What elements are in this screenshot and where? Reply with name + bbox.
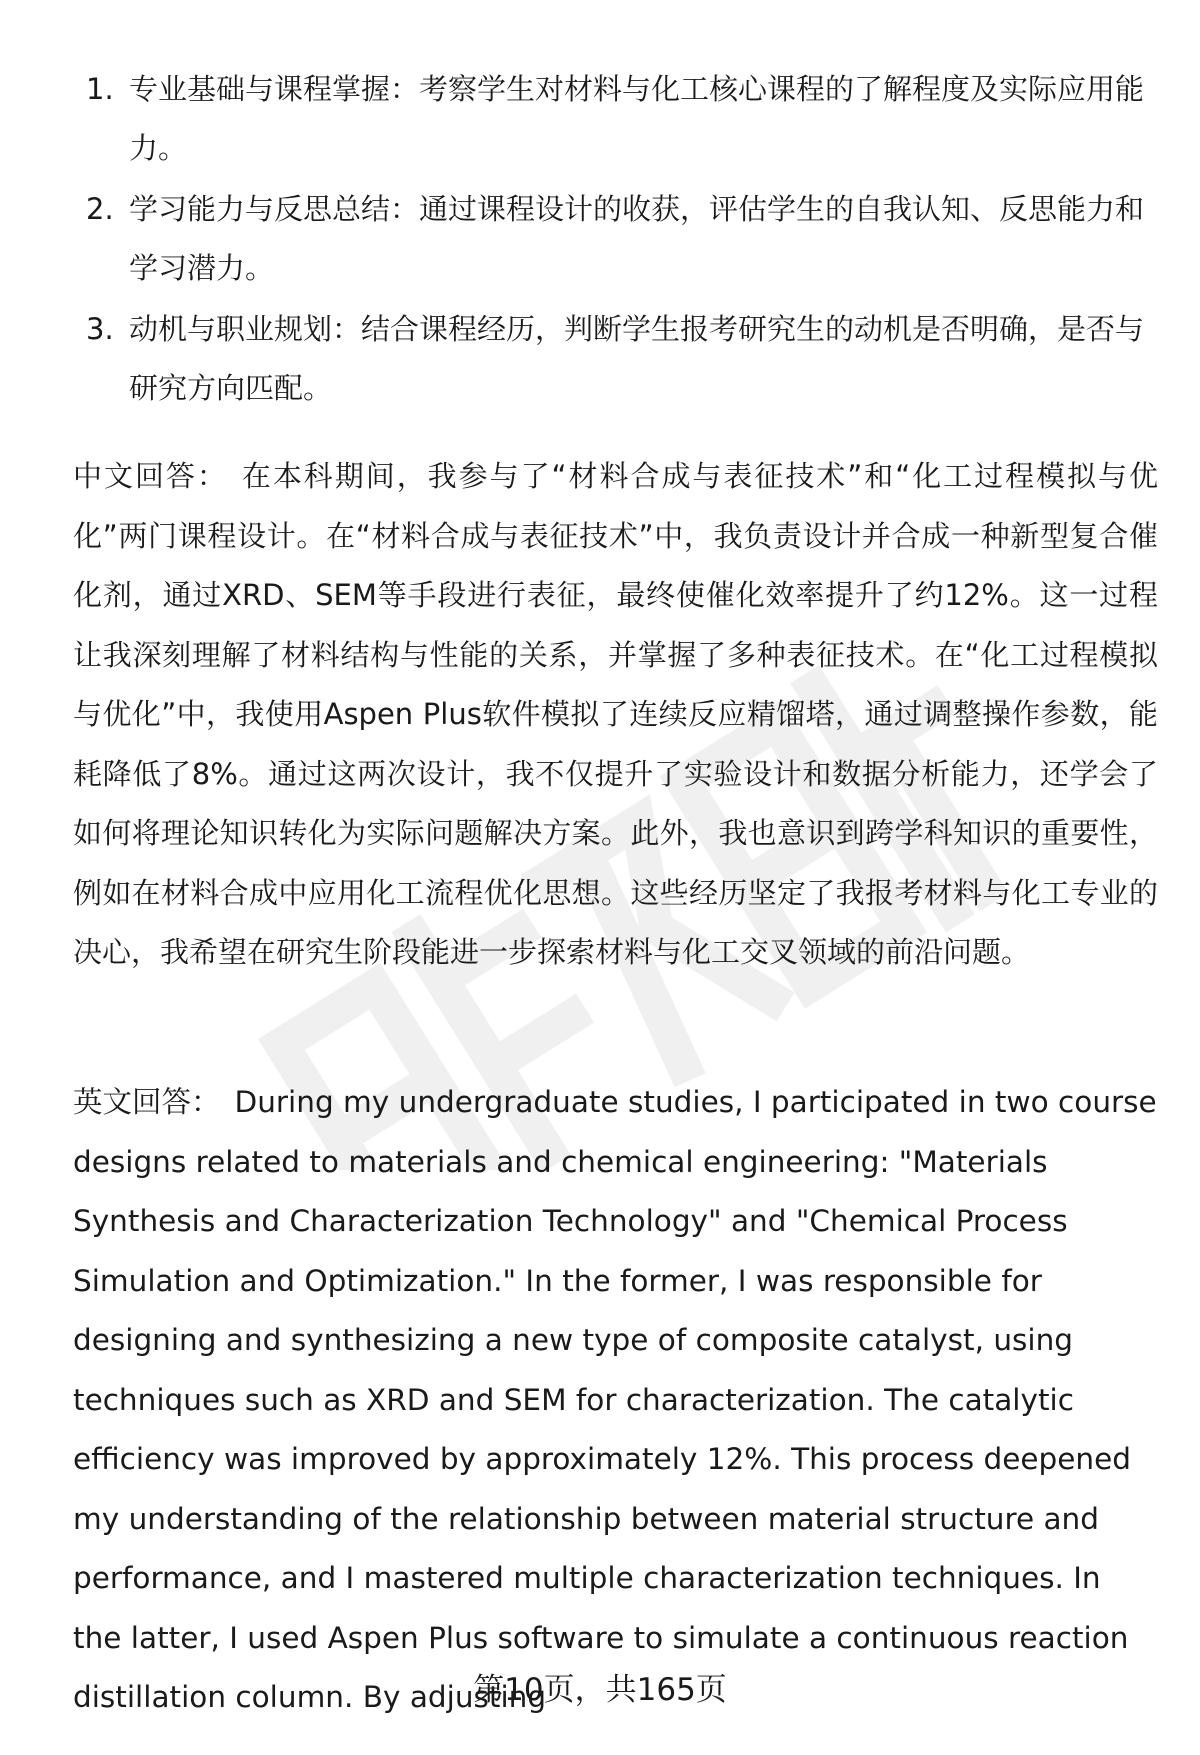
criteria-text: 动机与职业规划：结合课程经历，判断学生报考研究生的动机是否明确，是否与研究方向匹配。 [129,312,1145,405]
criteria-item [78,60,1148,178]
criteria-number: 3. [86,312,114,346]
criteria-item [78,300,1148,418]
english-answer-paragraph [73,1073,1158,1728]
criteria-item [78,180,1148,298]
english-answer-text: During my undergraduate studies, I participated in two course designs related to materials and chemical engineering: "Materials Synthesis and Characterization Technology" and "Chemical Process Simulation and Optimization." In the former, I was responsible for designing and synthesizing a new type of composite catalyst, using techniques such as XRD and SEM for characterization. The catalytic efficiency was improved by approximately 12%. This process deepened my understanding of the relationship between material structure and performance, and I mastered multiple characterization techniques. In the latter, I used Aspen Plus software to simulate a continuous reaction distillation column. By adjusting [73,1085,1157,1714]
page-number: 第10页，共165页 [473,1672,727,1708]
criteria-text: 学习能力与反思总结：通过课程设计的收获，评估学生的自我认知、反思能力和学习潜力。 [129,192,1145,285]
page-footer [0,1670,1200,1710]
english-answer-label: 英文回答： [73,1085,221,1119]
chinese-answer-text: 在本科期间，我参与了“材料合成与表征技术”和“化工过程模拟与优化”两门课程设计。在“材料合成与表征技术”中，我负责设计并合成一种新型复合催化剂，通过XRD、SEM等手段进行表征，最终使催化效率提升了约12%。这一过程让我深刻理解了材料结构与性能的关系，并掌握了多种表征技术。在“化工过程模拟与优化”中，我使用Aspen Plus软件模拟了连续反应精馏塔，通过调整操作参数，能耗降低了8%。通过这两次设计，我不仅提升了实验设计和数据分析能力，还学会了如何将理论知识转化为实际问题解决方案。此外，我也意识到跨学科知识的重要性，例如在材料合成中应用化工流程优化思想。这些经历坚定了我报考材料与化工专业的决心，我希望在研究生阶段能进一步探索材料与化工交叉领域的前沿问题。 [73,459,1158,969]
evaluation-criteria-list [78,60,1148,420]
criteria-number: 1. [86,72,114,106]
criteria-text: 专业基础与课程掌握：考察学生对材料与化工核心课程的了解程度及实际应用能力。 [129,72,1145,165]
criteria-number: 2. [86,192,114,226]
chinese-answer-paragraph [73,447,1158,983]
chinese-answer-label: 中文回答： [73,459,228,493]
